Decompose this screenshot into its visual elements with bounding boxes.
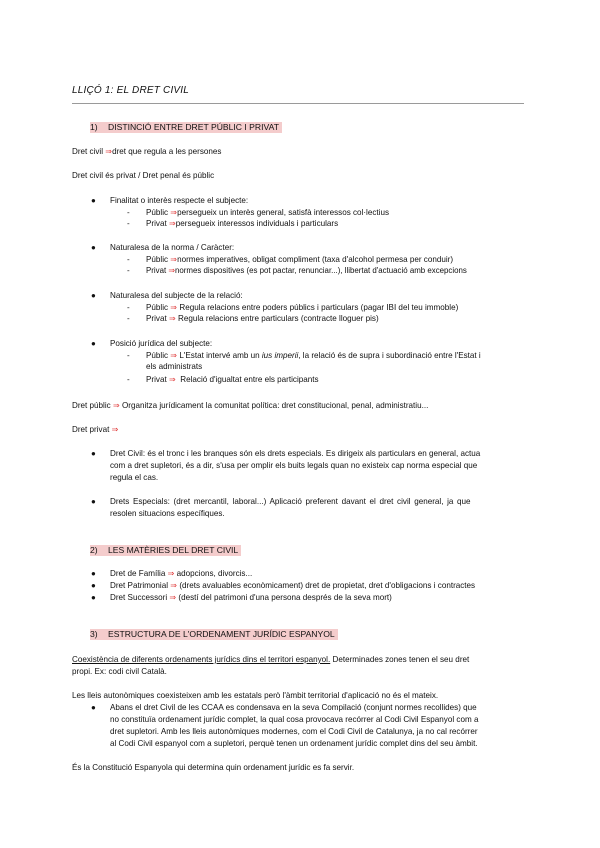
privat-label: Privat	[146, 219, 167, 228]
coexistencia-underlined: Coexistència de diferents ordenaments jurídics dins el territori espanyol.	[72, 655, 331, 664]
materia-familia	[110, 568, 252, 579]
abans-line2: no constituïa ordenament jurídic complet, la qual cosa provocava recórrer al Codi Civil Espanyol com a	[110, 715, 479, 724]
criterion-2-privat-text: normes dispositives (es pot pactar, renunciar...), llibertat d'actuació amb excepcions	[175, 266, 467, 275]
coexistencia-line2: propi. Ex: codi civil Català.	[72, 667, 167, 676]
arrow-icon: ⇒	[170, 255, 178, 264]
criterion-3-public-text: Regula relacions entre poders públics i particulars (pagar IBI del teu immoble)	[179, 303, 459, 312]
dash-icon: -	[127, 314, 130, 323]
criterion-3-public	[146, 302, 458, 313]
section-3-number: 3)	[90, 629, 98, 639]
familia-label: Dret de Família	[110, 569, 166, 578]
criterion-1-title: Finalitat o interès respecte el subjecte:	[110, 196, 249, 205]
arrow-icon: ⇒	[112, 401, 120, 410]
section-3-heading	[90, 628, 338, 640]
criterion-4-public-line2: els administrats	[146, 362, 203, 371]
section-2-heading	[90, 544, 241, 556]
public-label: Públic	[146, 208, 169, 217]
criterion-1-public-text: persegueix un interès general, satisfà interessos col·lectius	[177, 208, 389, 217]
arrow-icon: ⇒	[105, 147, 113, 156]
criterion-4-privat	[146, 374, 319, 385]
ius-imperii-term: ius imperii	[261, 351, 299, 360]
materia-successori	[110, 592, 392, 603]
dret-privat-label: Dret privat	[72, 425, 110, 434]
criterion-4-public	[146, 350, 481, 361]
criterion-2-public	[146, 254, 453, 265]
bullet-icon: ●	[91, 243, 96, 252]
privat-label: Privat	[146, 266, 167, 275]
privat-label: Privat	[146, 375, 167, 384]
title-divider	[72, 103, 524, 104]
criterion-4-public-text-end: , la relació és de supra i subordinació entre l'Estat i	[298, 351, 481, 360]
bullet-icon: ●	[91, 593, 96, 602]
dret-public-label: Dret públic	[72, 401, 111, 410]
arrow-icon: ⇒	[168, 375, 176, 384]
dret-public-text: Organitza jurídicament la comunitat política: dret constitucional, penal, administratiu...	[121, 401, 429, 410]
materia-patrimonial	[110, 580, 475, 591]
criterion-4-title: Posició jurídica del subjecte:	[110, 339, 213, 348]
bullet-icon: ●	[91, 291, 96, 300]
criterion-2-public-text: normes imperatives, obligat compliment (taxa d'alcohol permesa per conduir)	[177, 255, 454, 264]
criterion-1-public	[146, 207, 389, 218]
dret-public-definition	[72, 400, 428, 411]
successori-text: (destí del patrimoni d'una persona després de la seva mort)	[178, 593, 392, 602]
bullet-icon: ●	[91, 569, 96, 578]
abans-line1: Abans el dret Civil de les CCAA es condensava en la seva Compilació (conjunt normes recollides) que	[110, 703, 477, 712]
criterion-2-privat	[146, 265, 467, 276]
arrow-icon: ⇒	[170, 581, 178, 590]
familia-text: adopcions, divorcis...	[176, 569, 253, 578]
patrimonial-text: (drets avaluables econòmicament) dret de propietat, dret d'obligacions i contractes	[179, 581, 476, 590]
arrow-icon: ⇒	[170, 351, 178, 360]
arrow-icon: ⇒	[168, 266, 175, 275]
patrimonial-label: Dret Patrimonial	[110, 581, 169, 590]
criterion-3-title: Naturalesa del subjecte de la relació:	[110, 291, 243, 300]
privat-label: Privat	[146, 314, 167, 323]
criterion-3-privat-text: Regula relacions entre particulars (contracte lloguer pis)	[178, 314, 379, 323]
constitucio-line: És la Constitució Espanyola qui determina quin ordenament jurídic es fa servir.	[72, 763, 355, 772]
criterion-3-privat	[146, 313, 379, 324]
section-1-title: DISTINCIÓ ENTRE DRET PÚBLIC I PRIVAT	[108, 122, 279, 132]
dash-icon: -	[127, 351, 130, 360]
dash-icon: -	[127, 208, 130, 217]
bullet-icon: ●	[91, 703, 96, 712]
dret-privat-line	[72, 424, 118, 435]
dret-civil-para-line2: com a dret supletori, és a dir, s'usa per omplir els buits legals quan no existeix cap norma especial que	[110, 461, 478, 470]
section-1-number: 1)	[90, 122, 98, 132]
arrow-icon: ⇒	[111, 425, 119, 434]
section-2-title: LES MATÈRIES DEL DRET CIVIL	[108, 545, 239, 555]
bullet-icon: ●	[91, 339, 96, 348]
dash-icon: -	[127, 255, 130, 264]
public-label: Públic	[146, 303, 169, 312]
abans-line3: dret supletori. Amb les lleis autonòmiques modernes, com el Codi Civil de Catalunya, ja no cal recórrer	[110, 727, 478, 736]
privat-public-line: Dret civil és privat / Dret penal és públic	[72, 171, 215, 180]
arrow-icon: ⇒	[170, 208, 178, 217]
public-label: Públic	[146, 255, 169, 264]
dret-civil-para-line1: Dret Civil: és el tronc i les branques són els drets especials. Es dirigeix als particulars en general, actua	[110, 449, 481, 458]
arrow-icon: ⇒	[170, 303, 178, 312]
arrow-icon: ⇒	[168, 219, 176, 228]
bullet-icon: ●	[91, 449, 96, 458]
dash-icon: -	[127, 219, 130, 228]
public-label: Públic	[146, 351, 169, 360]
section-2-number: 2)	[90, 545, 98, 555]
dret-civil-para-line3: regula el cas.	[110, 473, 159, 482]
drets-especials-line1: Drets Especials: (dret mercantil, laboral...) Aplicació preferent davant el dret civil general, ja que	[110, 497, 471, 506]
criterion-1-privat-text: persegueix interessos individuals i particulars	[175, 219, 339, 228]
dret-civil-label: Dret civil	[72, 147, 104, 156]
document-title: LLIÇÓ 1: EL DRET CIVIL	[72, 85, 190, 96]
section-3-title: ESTRUCTURA DE L'ORDENAMENT JURÍDIC ESPANYOL	[108, 629, 335, 639]
criterion-4-privat-text: Relació d'igualtat entre els participants	[180, 375, 319, 384]
drets-especials-line2: resolen situacions específiques.	[110, 509, 225, 518]
dash-icon: -	[127, 375, 130, 384]
bullet-icon: ●	[91, 196, 96, 205]
coexistencia-rest: Determinades zones tenen el seu dret	[330, 655, 470, 664]
abans-line4: al Codi Civil espanyol com a supletori, perquè tenen un ordenament jurídic complet dins del seu àmbit.	[110, 739, 478, 748]
criterion-4-public-text: L'Estat intervé amb un	[179, 351, 262, 360]
dret-civil-definition	[72, 146, 221, 157]
dash-icon: -	[127, 303, 130, 312]
dret-civil-text: dret que regula a les persones	[112, 147, 222, 156]
section-1-heading	[90, 121, 282, 133]
lleis-autonomiques: Les lleis autonòmiques coexisteixen amb les estatals però l'àmbit territorial d'aplicació no és el mateix.	[72, 691, 439, 700]
criterion-1-privat	[146, 218, 338, 229]
dash-icon: -	[127, 266, 130, 275]
criterion-2-title: Naturalesa de la norma / Caràcter:	[110, 243, 235, 252]
arrow-icon: ⇒	[168, 314, 176, 323]
bullet-icon: ●	[91, 497, 96, 506]
successori-label: Dret Successori	[110, 593, 168, 602]
arrow-icon: ⇒	[169, 593, 177, 602]
bullet-icon: ●	[91, 581, 96, 590]
coexistencia-line1	[72, 654, 469, 665]
arrow-icon: ⇒	[167, 569, 175, 578]
